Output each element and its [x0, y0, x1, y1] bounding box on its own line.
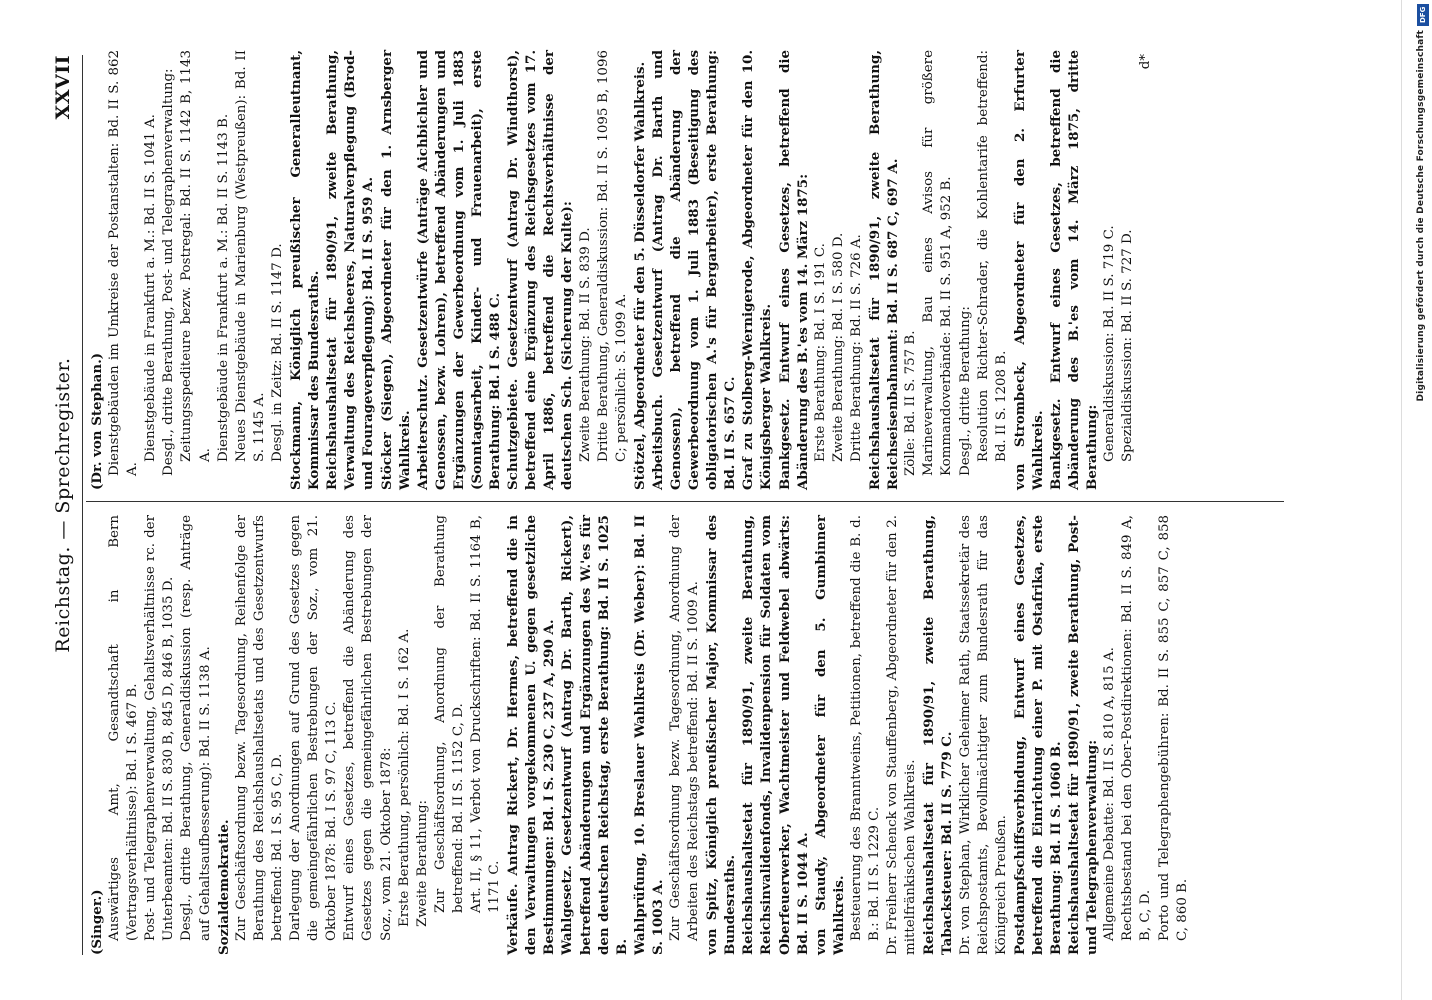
register-entry: Rechtsbestand bei den Ober-Postdirektionen: Bd. II S. 849 A, B, C, D. — [1120, 515, 1154, 941]
register-entry: Post- und Telegraphenverwaltung, Gehaltsverhältnisse rc. der Unterbeamten: Bd. II S. 830 B, 845 D, 846 B, 1035 D. — [143, 515, 177, 941]
register-entry: Marineverwaltung, Bau eines Avisos für größere Kommandoverbände: Bd. II S. 951 A, 952 B. — [921, 50, 955, 476]
register-entry: Desgl. in Zeitz: Bd. II S. 1147 D. — [269, 243, 285, 462]
register-entry: Stöcker (Siegen), Abgeordneter für den 1. Arnsberger Wahlkreis. — [378, 50, 413, 490]
register-entry: Bankgesetz. Entwurf eines Gesetzes, betreffend die Abänderung des B.'es vom 14. März 1875, dritte Berathung: — [1047, 50, 1101, 490]
register-entry: Schutzgebiete. Gesetzentwurf (Antrag Dr. Windthorst), betreffend eine Ergänzung des Reichsgesetzes vom 17. April 1886, betreffend die Rechtsverhältnisse der deutschen Sch. (Sicherung der Kulte): — [505, 50, 576, 490]
register-entry: Postdampfschiffsverbindung, Entwurf eines Gesetzes, betreffend die Einrichtung einer P. mit Ostafrika, erste Berathung: Bd. II S. 1060 B. — [1011, 515, 1064, 955]
header-title: Reichstag. — Sprechregister. — [52, 357, 74, 653]
register-entry: von Spitz, Königlich preußischer Major, Kommissar des Bundesraths. — [704, 515, 739, 955]
register-entry: Arbeiterschutz. Gesetzentwürfe (Anträge Aichbichler und Genossen, bezw. Lohren), betreffend Abänderungen und Ergänzungen der Gewerbeordnung vom 1. Juli 1883 (Sonntagsarbeit, Kinder- und Frauenarbeit), erste Berathung: Bd. I S. 488 C. — [414, 50, 504, 490]
register-entry: Reichshaushaltsetat für 1890/91, zweite Berathung, Reichsinvalidenfonds, Invalidenpension für Soldaten vom Oberfeuerwerker, Wachtmeister und Feldwebel abwärts: Bd. II S. 1044 A. — [740, 515, 811, 955]
dfg-logo: DFG — [1417, 4, 1429, 26]
register-entry: Dr. Freiherr Schenck von Stauffenberg, Abgeordneter für den 2. mittelfränkischen Wahlkreis. — [885, 515, 919, 955]
register-entry: Erste Berathung, persönlich: Bd. I S. 162 A. — [396, 628, 412, 927]
register-entry: von Staudy, Abgeordneter für den 5. Gumbinner Wahlkreis. — [812, 515, 847, 955]
register-entry: Reichshaushaltsetat für 1890/91, zweite Berathung, Tabacksteuer: Bd. II S. 779 C. — [921, 515, 956, 955]
digitization-credit: Digitalisierung gefördert durch die Deutsche Forschungsgemeinschaft — [1416, 30, 1426, 402]
register-entry: Dr. von Stephan, Wirklicher Geheimer Rath, Staatssekretär des Reichspostamts, Bevollmächtigter zum Bundesrath für das Königreich Preußen. — [957, 515, 1009, 955]
register-entry: Entwurf eines Gesetzes, betreffend die Abänderung des Gesetzes gegen die gemeingefährlichen Bestrebungen der Soz., vom 21. Oktober 1878: — [342, 515, 394, 941]
page-number: XXVII — [52, 55, 74, 120]
register-entry: Desgl., dritte Berathung, Generaldiskussion (resp. Anträge auf Gehaltsaufbesserung): Bd. II S. 1138 A. — [179, 515, 213, 941]
register-entry: Art. II, § 11, Verbot von Druckschriften: Bd. II S. 1164 B, 1171 C. — [468, 515, 503, 913]
register-entry: Sozialdemokratie. — [215, 819, 232, 955]
register-entry: Zur Geschäftsordnung bezw. Tagesordnung, Anordnung der Arbeiten des Reichstags betreffend: Bd. II S. 1009 A. — [668, 515, 702, 941]
register-entry: Reichshaushaltsetat für 1890/91, zweite Berathung, Verwaltung des Reichsheeres, Naturalverpflegung (Brod- und Fourageverpflegung): Bd. II S. 959 A. — [324, 50, 377, 490]
register-entry: Porto und Telegraphengebühren: Bd. II S. 855 C, 857 C, 858 C, 860 B. — [1156, 515, 1190, 941]
register-entry: Dienstgebäude in Frankfurt a. M.: Bd. II S. 1041 A. — [143, 114, 159, 462]
register-entry: Spezialdiskussion: Bd. II S. 727 D. — [1120, 229, 1136, 462]
register-entry: Neues Dienstgebäude in Marienburg (Westpreußen): Bd. II S. 1145 A. — [233, 50, 267, 462]
register-entry: Arbeitsbuch. Gesetzentwurf (Antrag Dr. Barth und Genossen), betreffend die Abänderung der Gewerbeordnung vom 1. Juli 1883 (Beseitigung des obligatorischen A.'s für Bergarbeiter), erste Berathung: Bd. II S. 657 C. — [649, 50, 739, 490]
register-entry: Dienstgebäude in Frankfurt a. M.: Bd. II S. 1143 B. — [215, 113, 231, 462]
register-entry: Graf zu Stolberg-Wernigerode, Abgeordneter für den 10. Königsberger Wahlkreis. — [740, 50, 775, 490]
register-entry: Dienstgebäuden im Umkreise der Postanstalten: Bd. II S. 862 A. — [107, 50, 141, 476]
register-entry: Zweite Berathung: Bd. I S. 580 D. — [830, 232, 846, 462]
register-entry: Stockmann, Königlich preußischer Generalleutnant, Kommissar des Bundesraths. — [288, 50, 323, 490]
register-entry: Zweite Berathung: Bd. II S. 839 D. — [577, 227, 593, 462]
left-column — [88, 515, 1192, 955]
register-entry: Reichshaushaltsetat für 1890/91, zweite Berathung, Post- und Telegraphenverwaltung: — [1066, 515, 1101, 955]
register-entry: Besteuerung des Branntweins, Petitionen, betreffend die B. d. B.: Bd. II S. 1229 C. — [848, 515, 883, 941]
register-entry: Wahlprüfung, 10. Breslauer Wahlkreis (Dr. Weber): Bd. II S. 1003 A. — [631, 515, 666, 955]
register-entry: Stötzel, Abgeordneter für den 5. Düsseldorfer Wahlkreis. — [631, 61, 648, 490]
register-entry: von Strombeck, Abgeordneter für den 2. Erfurter Wahlkreis. — [1011, 50, 1046, 490]
column-divider — [86, 501, 1284, 502]
register-entry: Resolution Richter-Schrader, die Kohlentarife betreffend: Bd. II S. 1208 B. — [975, 50, 1009, 462]
register-entry: Zweite Berathung: — [414, 799, 430, 927]
register-entry: Verkäufe. Antrag Rickert, Dr. Hermes, betreffend die in den Verwaltungen vorgekommenen U. gegen gesetzliche Bestimmungen: Bd. I S. 230 C, 237 A, 290 A. — [505, 515, 558, 955]
register-entry: Desgl., dritte Berathung: — [957, 306, 973, 476]
register-entry: (Singer.) — [89, 889, 105, 955]
register-entry: Auswärtiges Amt, Gesandtschaft in Bern (Vertragsverhältnisse): Bd. I S. 467 B. — [107, 515, 141, 941]
running-header — [52, 55, 82, 955]
register-entry: Desgl., dritte Berathung, Post- und Telegraphenverwaltung: — [161, 68, 177, 476]
register-entry: Zur Geschäftsordnung bezw. Tagesordnung, Reihenfolge der Berathung des Reichshaushaltsetats und des Gesetzentwurfs betreffend: Bd. I S. 95 C, D. — [233, 515, 285, 941]
register-entry: Erste Berathung: Bd. I S. 191 C. — [812, 243, 828, 462]
register-entry: Generaldiskussion: Bd. II S. 719 C. — [1102, 225, 1118, 462]
register-entry: Allgemeine Debatte: Bd. II S. 810 A, 815 A. — [1102, 647, 1118, 941]
scan-edge — [1401, 0, 1402, 1000]
register-entry: Dritte Berathung: Bd. II S. 726 A. — [848, 234, 864, 462]
register-entry: Darlegung der Anordnungen auf Grund des Gesetzes gegen die gemeingefährlichen Bestrebungen der Soz., vom 21. Oktober 1878: Bd. I S. 97 C, 113 C. — [288, 515, 340, 941]
register-entry: Reichshaushaltsetat für 1890/91, zweite Berathung, Reichseisenbahnamt: Bd. II S. 687 C, 697 A. — [867, 50, 902, 490]
register-entry: Bankgesetz. Entwurf eines Gesetzes, betreffend die Abänderung des B.'es vom 14. März 1875: — [776, 50, 811, 490]
register-entry: Zölle: Bd. II S. 757 B. — [903, 330, 919, 476]
register-entry: (Dr. von Stephan.) — [89, 352, 105, 490]
right-column — [88, 50, 1156, 490]
register-entry: Zur Geschäftsordnung, Anordnung der Berathung betreffend: Bd. II S. 1152 C, D. — [432, 515, 466, 913]
header-rule — [82, 55, 83, 955]
register-entry: Dritte Berathung, Generaldiskussion: Bd. II S. 1095 B, 1096 C; persönlich: S. 1099 A. — [595, 50, 629, 462]
register-entry: Wahlgesetz. Gesetzentwurf (Antrag Dr. Barth, Rickert), betreffend Abänderungen und Ergänzungen des W.'es für den deutschen Reichstag, erste Berathung: Bd. II S. 1025 B. — [559, 515, 630, 955]
signature-mark: d* — [1138, 54, 1154, 70]
register-entry: Zeitungsspediteure bezw. Postregal: Bd. II S. 1142 B, 1143 A. — [179, 50, 213, 462]
